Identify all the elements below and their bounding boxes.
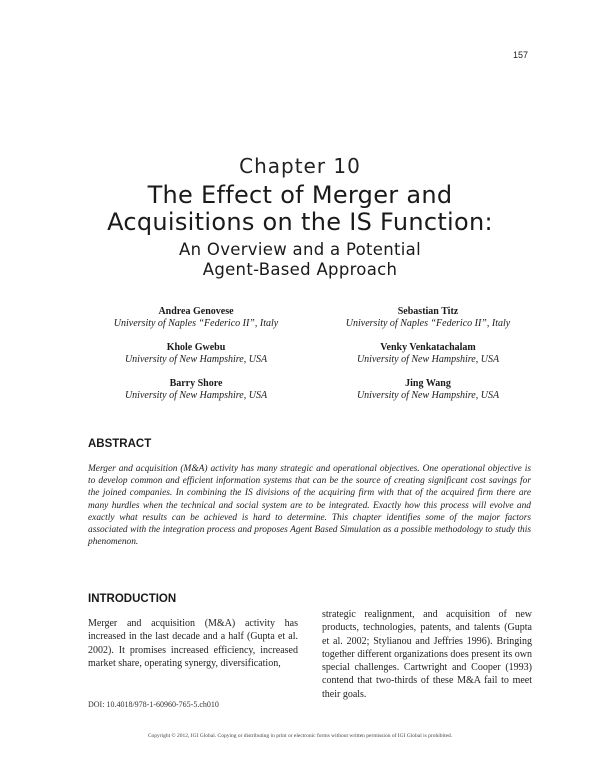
subtitle-line: An Overview and a Potential xyxy=(179,240,421,259)
author-affiliation: University of New Hampshire, USA xyxy=(124,354,268,365)
author-block xyxy=(328,342,528,366)
author-name: Khole Gwebu xyxy=(166,342,226,353)
author-name: Sebastian Titz xyxy=(397,306,459,317)
abstract-heading: ABSTRACT xyxy=(88,438,152,450)
author-list xyxy=(96,306,536,406)
author-name: Barry Shore xyxy=(169,378,223,389)
author-affiliation: University of New Hampshire, USA xyxy=(124,390,268,401)
copyright-notice: Copyright © 2012, IGI Global. Copying or distributing in print or electronic forms without written permission of IGI Global is prohibited. xyxy=(147,733,453,739)
author-name: Jing Wang xyxy=(405,378,451,389)
title-line: Acquisitions on the IS Function: xyxy=(107,208,493,236)
subtitle-line: Agent-Based Approach xyxy=(202,260,398,279)
page-number: 157 xyxy=(512,50,528,60)
introduction-heading: INTRODUCTION xyxy=(88,593,177,605)
author-affiliation: University of Naples “Federico II”, Italy xyxy=(113,318,279,329)
author-block xyxy=(96,378,296,402)
author-affiliation: University of New Hampshire, USA xyxy=(356,390,500,401)
author-affiliation: University of Naples “Federico II”, Italy xyxy=(345,318,511,329)
author-block xyxy=(96,342,296,366)
author-block xyxy=(328,306,528,330)
author-name: Andrea Genovese xyxy=(158,306,234,317)
chapter-subtitle xyxy=(0,240,600,280)
abstract-text: Merger and acquisition (M&A) activity has many strategic and operational objectives. One operational objective is to develop common and efficient information systems that can be the source of creating significant cost savings for the joined companies. In combining the IS divisions of the acquiring firm with that of the acquired firm there are many hurdles when the technical and social system are to be integrated. Exactly how this process will evolve and exactly what results can be achieved is hard to determine. This chapter identifies some of the major factors associated with the integration process and proposes Agent Based Simulation as a possible methodology to study this phenomenon. xyxy=(88,464,531,548)
title-line: The Effect of Merger and xyxy=(147,181,453,209)
author-block xyxy=(96,306,296,330)
author-affiliation: University of New Hampshire, USA xyxy=(356,354,500,365)
author-name: Venky Venkatachalam xyxy=(380,342,476,353)
author-block xyxy=(328,378,528,402)
chapter-title xyxy=(0,182,600,236)
introduction-right-column: strategic realignment, and acquisition of new products, technologies, patents, and talents (Gupta et al. 2002; Stylianou and Jeffries 1996). Bringing together different organizations does present its own special challenges. Cartwright and Cooper (1993) contend that two-thirds of these M&A fail to meet their goals. xyxy=(322,609,532,700)
chapter-label: Chapter 10 xyxy=(239,154,361,178)
doi: DOI: 10.4018/978-1-60960-765-5.ch010 xyxy=(88,700,219,709)
introduction-left-column: Merger and acquisition (M&A) activity has increased in the last decade and a half (Gupta et al. 2002). It promises increased efficiency, increased market share, operating synergy, diversification, xyxy=(88,618,298,669)
